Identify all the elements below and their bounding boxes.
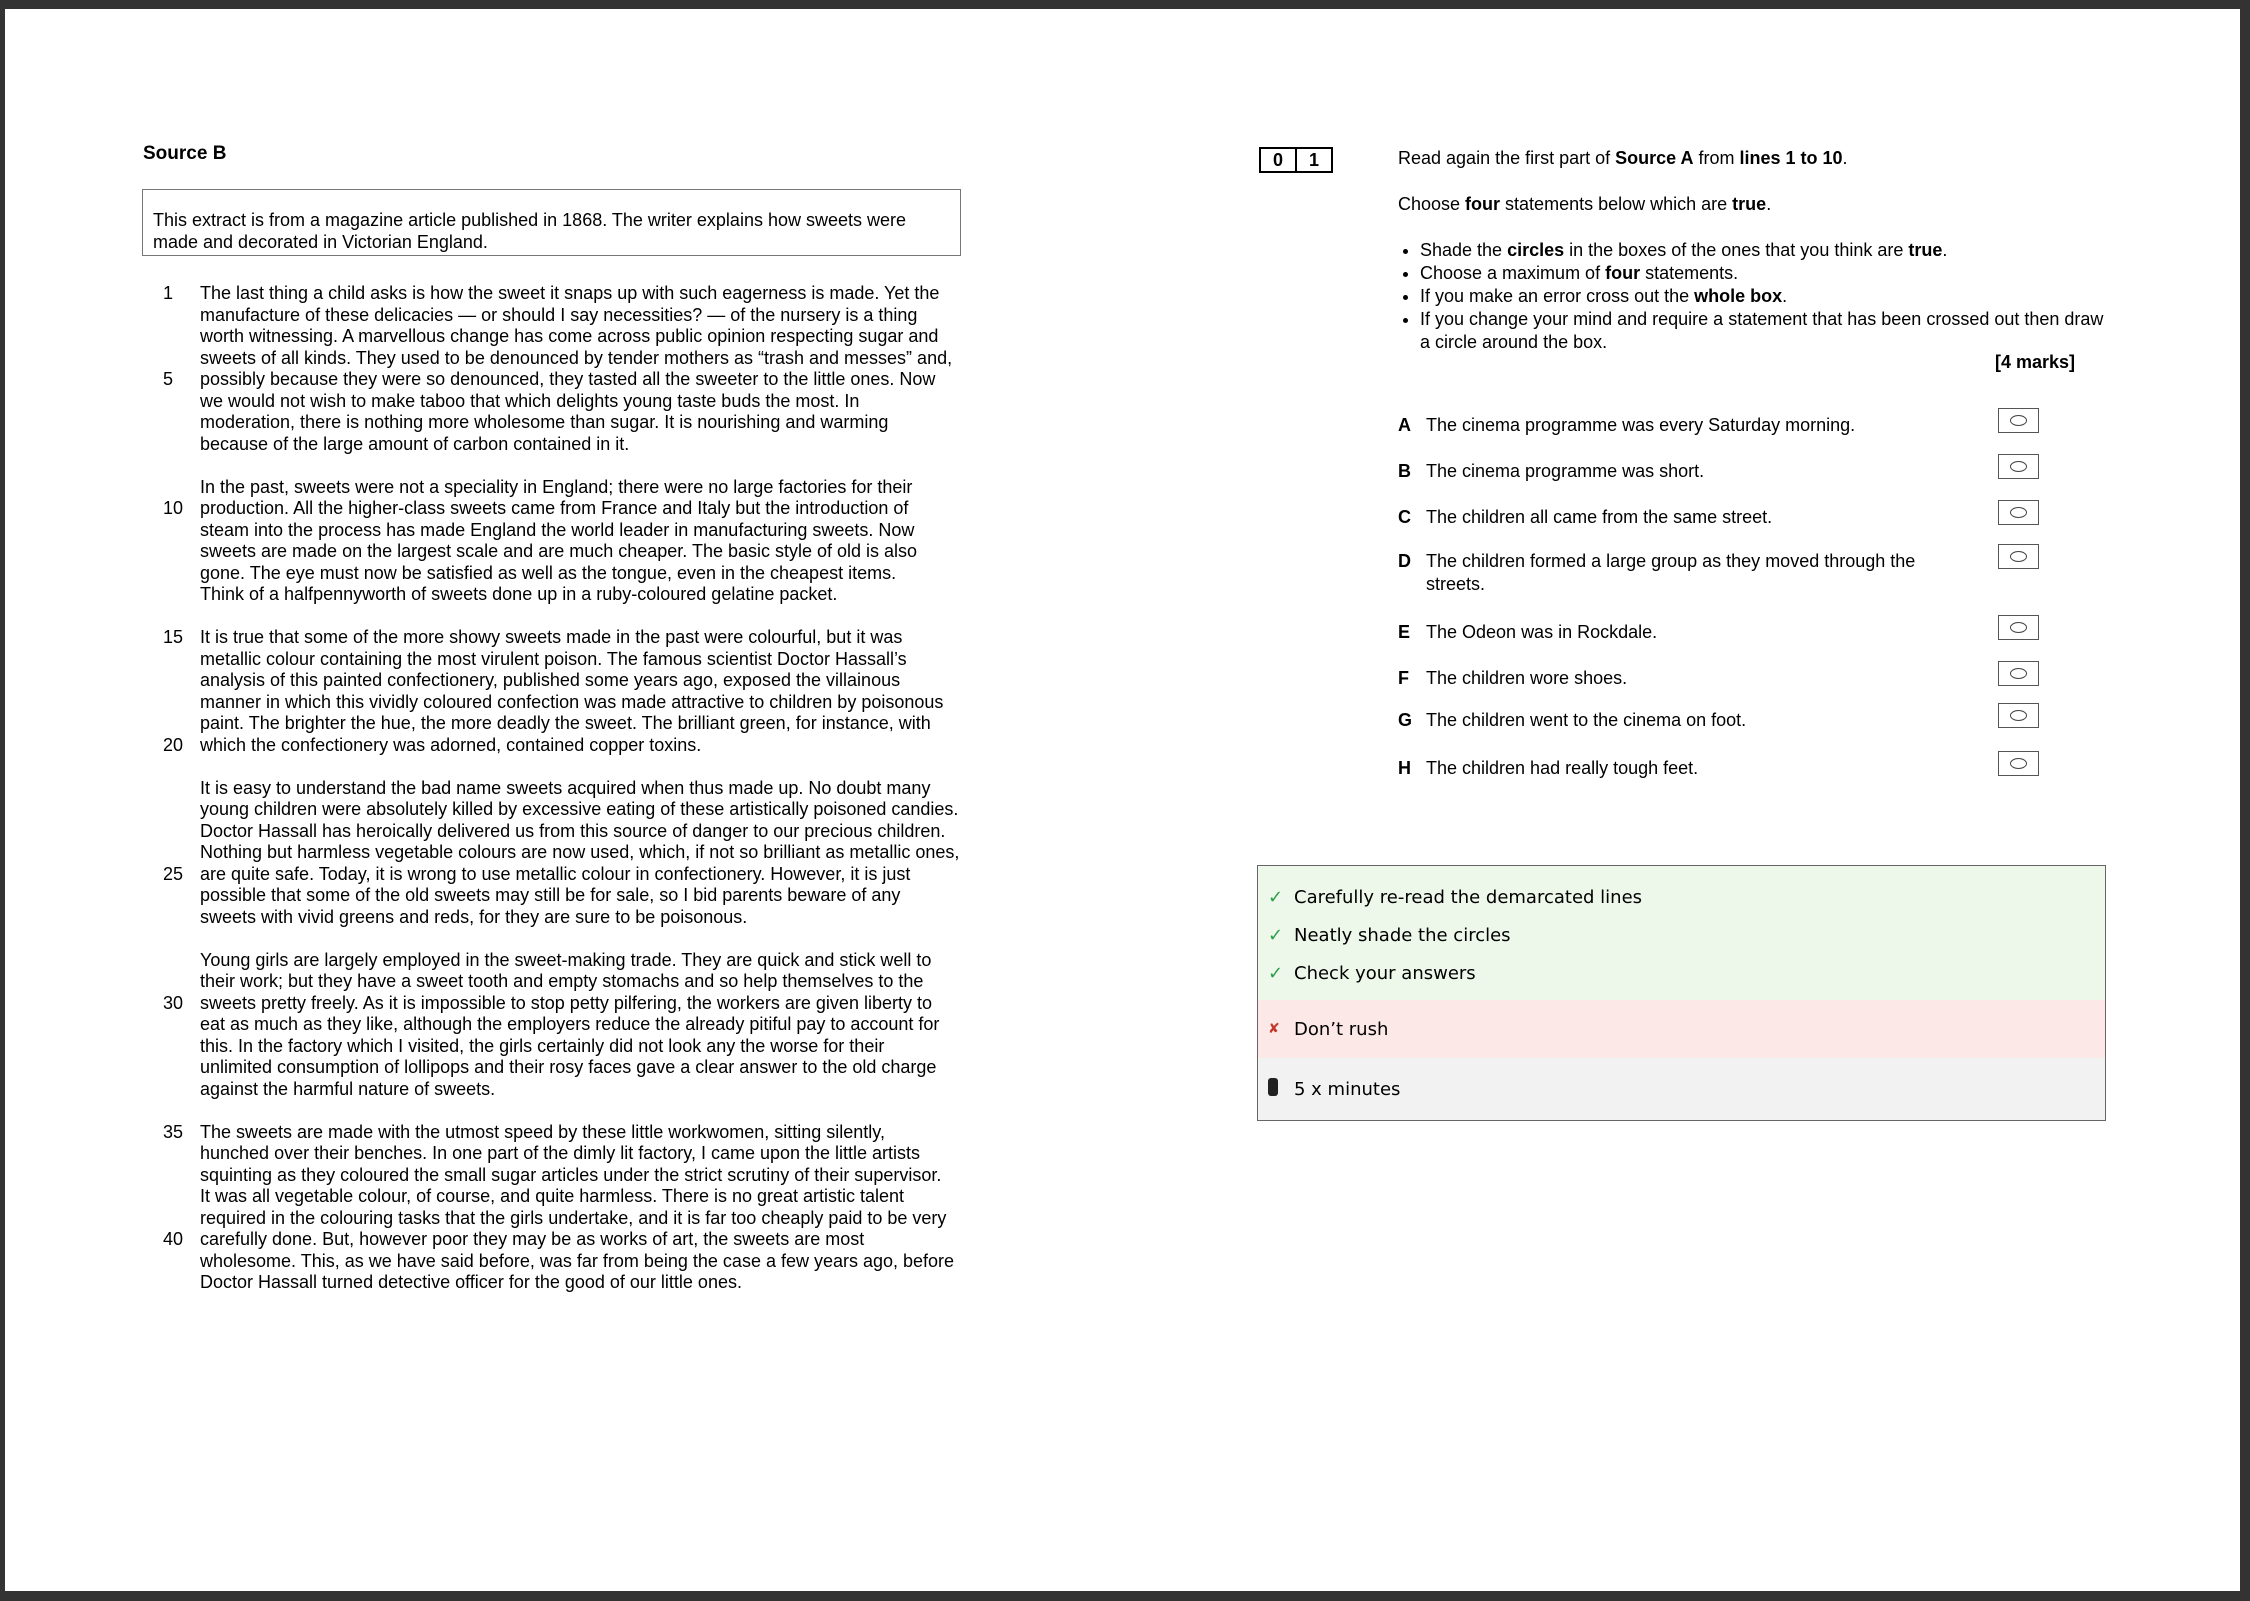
line-text: are quite safe. Today, it is wrong to use metallic colour in confectionery. However, it is just	[200, 863, 911, 884]
passage-line	[143, 369, 1023, 391]
line-number	[143, 1057, 200, 1079]
statement-g	[1398, 709, 2098, 732]
passage-line	[143, 1165, 1023, 1187]
source-intro-box: This extract is from a magazine article published in 1868. The writer explains how sweets were made and decorated in Victorian England.	[142, 189, 961, 256]
line-text: production. All the higher-class sweets came from France and Italy but the introduction of	[200, 498, 909, 518]
statement-text: The cinema programme was short.	[1426, 461, 1705, 481]
line-number	[143, 971, 200, 993]
line-text: Nothing but harmless vegetable colours are now used, which, if not so brilliant as metallic ones,	[200, 842, 960, 862]
line-text: we would not wish to make taboo that which delights young taste buds the most. In	[200, 390, 860, 411]
tip-item	[1258, 1058, 2105, 1120]
tips-do-section	[1258, 866, 2105, 1000]
line-text: The last thing a child asks is how the sweet it snaps up with such eagerness is made. Yet the	[200, 283, 940, 303]
line-number	[143, 584, 200, 606]
passage-line	[143, 821, 1023, 843]
line-text: It was all vegetable colour, of course, and quite harmless. There is no great artistic talent	[200, 1186, 905, 1206]
answer-circle-icon[interactable]	[2010, 668, 2027, 679]
statement-e	[1398, 621, 2098, 644]
passage-line	[143, 1014, 1023, 1036]
passage-line	[143, 1036, 1023, 1058]
passage-line	[143, 971, 1023, 993]
passage-line	[143, 799, 1023, 821]
passage-line	[143, 477, 1023, 499]
line-number: 1	[163, 283, 174, 303]
line-text: sweets with vivid greens and reds, for they are sure to be poisonous.	[200, 906, 748, 927]
line-number	[143, 670, 200, 692]
line-number: 30	[163, 992, 184, 1013]
passage-line	[143, 283, 1023, 305]
statement-text: The Odeon was in Rockdale.	[1426, 622, 1658, 642]
instruction-read-again: Read again the first part of Source A from lines 1 to 10.	[1398, 148, 1848, 168]
passage-line	[143, 670, 1023, 692]
passage-line	[143, 563, 1023, 585]
line-text: young children were absolutely killed by excessive eating of these artistically poisoned candies.	[200, 799, 959, 819]
line-number	[143, 1272, 200, 1294]
passage-line	[143, 778, 1023, 800]
passage-line	[143, 1143, 1023, 1165]
line-number	[143, 1208, 200, 1230]
line-number	[143, 799, 200, 821]
line-number	[143, 821, 200, 843]
tip-item	[1258, 878, 2105, 916]
checkmark-icon: ✓	[1268, 962, 1284, 984]
passage-line	[143, 541, 1023, 563]
statement-c	[1398, 506, 2098, 529]
line-number	[143, 778, 200, 800]
answer-box-g[interactable]	[1998, 703, 2039, 728]
passage-line	[143, 692, 1023, 714]
line-text: Think of a halfpennyworth of sweets done up in a ruby-coloured gelatine packet.	[200, 584, 838, 604]
statement-d	[1398, 550, 2098, 596]
line-number	[143, 477, 200, 499]
statement-letter: A	[1398, 415, 1411, 435]
passage-line	[143, 520, 1023, 542]
passage-line	[143, 842, 1023, 864]
line-number: 10	[163, 498, 184, 518]
answer-circle-icon[interactable]	[2010, 551, 2027, 562]
passage-line	[143, 907, 1023, 929]
answer-circle-icon[interactable]	[2010, 710, 2027, 721]
statement-h	[1398, 757, 2098, 780]
line-text: possibly because they were so denounced, they tasted all the sweeter to the little ones. Now	[200, 369, 936, 389]
watch-icon	[1258, 1078, 1294, 1101]
line-text: worth witnessing. A marvellous change has come across public opinion respecting sugar and	[200, 326, 939, 346]
line-number: 15	[163, 627, 184, 647]
line-number: 40	[163, 1229, 184, 1249]
passage-line	[143, 584, 1023, 606]
answer-circle-icon[interactable]	[2010, 507, 2027, 518]
instruction-bullets	[1398, 239, 2118, 354]
line-text: this. In the factory which I visited, the girls certainly did not look any the worse for their	[200, 1035, 885, 1056]
line-number	[143, 305, 200, 327]
line-number: 20	[163, 734, 184, 755]
line-text: metallic colour containing the most virulent poison. The famous scientist Doctor Hassall’s	[200, 648, 907, 669]
passage-line	[143, 735, 1023, 757]
answer-circle-icon[interactable]	[2010, 622, 2027, 633]
line-number	[143, 541, 200, 563]
exam-page	[5, 9, 2240, 1591]
passage-line	[143, 348, 1023, 370]
answer-box-a[interactable]	[1998, 408, 2039, 433]
line-text: squinting as they coloured the small sugar articles under the strict scrutiny of their supervisor.	[200, 1164, 942, 1185]
answer-box-h[interactable]	[1998, 751, 2039, 776]
line-text: their work; but they have a sweet tooth and empty stomachs and so help themselves to the	[200, 971, 924, 991]
line-text: wholesome. This, as we have said before, was far from being the case a few years ago, before	[200, 1250, 955, 1271]
tip-item	[1258, 954, 2105, 992]
passage-line	[143, 1208, 1023, 1230]
passage-line	[143, 1229, 1023, 1251]
passage-line	[143, 412, 1023, 434]
passage-line	[143, 1272, 1023, 1294]
line-number	[143, 842, 200, 864]
statement-text: The children went to the cinema on foot.	[1426, 710, 1747, 730]
line-number: 35	[163, 1121, 184, 1142]
tip-item	[1258, 1000, 2105, 1058]
passage-line	[143, 498, 1023, 520]
line-number	[143, 1014, 200, 1036]
source-b-passage	[143, 283, 1023, 1315]
statement-a	[1398, 414, 2098, 437]
passage-line	[143, 1251, 1023, 1273]
line-number	[143, 950, 200, 972]
line-text: against the harmful nature of sweets.	[200, 1078, 496, 1099]
cross-icon: ✘	[1268, 1021, 1280, 1037]
line-text: moderation, there is nothing more wholesome than sugar. It is nourishing and warming	[200, 412, 889, 432]
passage-line	[143, 649, 1023, 671]
answer-box-c[interactable]	[1998, 500, 2039, 525]
line-text: manufacture of these delicacies — or should I say necessities? — of the nursery is a thing	[200, 304, 918, 325]
tips-panel	[1257, 865, 2106, 1121]
statement-letter: G	[1398, 710, 1413, 730]
answer-circle-icon[interactable]	[2010, 415, 2027, 426]
line-number	[143, 1186, 200, 1208]
line-number: 25	[163, 863, 184, 884]
statement-letter: B	[1398, 461, 1411, 481]
line-text: In the past, sweets were not a speciality in England; there were no large factories for their	[200, 476, 913, 497]
statement-letter: D	[1398, 551, 1411, 571]
statement-letter: C	[1398, 507, 1411, 527]
line-text: sweets pretty freely. As it is impossible to stop petty pilfering, the workers are given liberty to	[200, 992, 932, 1013]
instruction-bullet: • If you make an error cross out the whole box.	[1420, 285, 2118, 308]
statement-letter: F	[1398, 668, 1409, 688]
line-text: eat as much as they like, although the employers reduce the already pitiful pay to account for	[200, 1014, 940, 1034]
line-text: analysis of this painted confectionery, published some years ago, exposed the villainous	[200, 670, 901, 690]
line-text: carefully done. But, however poor they may be as works of art, the sweets are most	[200, 1229, 865, 1249]
line-number	[143, 1165, 200, 1187]
passage-line	[143, 713, 1023, 735]
line-text: It is easy to understand the bad name sweets acquired when thus made up. No doubt many	[200, 777, 931, 798]
passage-line	[143, 434, 1023, 456]
line-number	[143, 1079, 200, 1101]
line-number	[143, 412, 200, 434]
tip-item	[1258, 916, 2105, 954]
line-text: gone. The eye must now be satisfied as well as the tongue, even in the cheapest items.	[200, 562, 897, 583]
line-number	[143, 391, 200, 413]
line-text: sweets of all kinds. They used to be denounced by tender mothers as “trash and messes” and,	[200, 347, 953, 368]
tip-text: Check your answers	[1294, 962, 1476, 984]
tip-text: Neatly shade the circles	[1294, 924, 1511, 946]
tips-time-section	[1258, 1058, 2105, 1120]
line-text: unlimited consumption of lollipops and their rosy faces gave a clear answer to the old charge	[200, 1057, 937, 1077]
line-text: required in the colouring tasks that the girls undertake, and it is far too cheaply paid to be very	[200, 1207, 947, 1228]
passage-line	[143, 1079, 1023, 1101]
statement-text: The children had really tough feet.	[1426, 758, 1699, 778]
line-number: 5	[163, 369, 174, 389]
line-number	[143, 348, 200, 370]
passage-line	[143, 1122, 1023, 1144]
answer-circle-icon[interactable]	[2010, 461, 2027, 472]
line-text: The sweets are made with the utmost speed by these little workwomen, sitting silently,	[200, 1121, 885, 1142]
line-number	[143, 649, 200, 671]
source-b-title: Source B	[143, 143, 227, 164]
checkmark-icon: ✓	[1268, 924, 1284, 946]
statement-text: The children all came from the same street.	[1426, 507, 1773, 527]
line-number	[143, 1143, 200, 1165]
statement-text: The children formed a large group as they moved through the streets.	[1426, 551, 1916, 594]
instruction-bullet: • If you change your mind and require a statement that has been crossed out then draw a circle around the box.	[1420, 308, 2118, 354]
line-number	[143, 885, 200, 907]
statement-letter: H	[1398, 758, 1411, 778]
line-text: paint. The brighter the hue, the more deadly the sweet. The brilliant green, for instance, with	[200, 713, 931, 733]
passage-line	[143, 950, 1023, 972]
line-text: steam into the process has made England the world leader in manufacturing sweets. Now	[200, 519, 915, 540]
passage-line	[143, 627, 1023, 649]
passage-paragraph	[143, 477, 1023, 606]
line-text: Doctor Hassall has heroically delivered us from this source of danger to our precious children.	[200, 820, 946, 841]
passage-paragraph	[143, 627, 1023, 756]
line-number	[143, 563, 200, 585]
instruction-bullet: • Choose a maximum of four statements.	[1420, 262, 2118, 285]
question-instructions	[1398, 147, 2118, 354]
passage-line	[143, 305, 1023, 327]
line-number	[143, 1036, 200, 1058]
answer-circle-icon[interactable]	[2010, 758, 2027, 769]
passage-paragraph	[143, 283, 1023, 455]
line-number	[143, 434, 200, 456]
line-text: possible that some of the old sweets may still be for sale, so I bid parents beware of any	[200, 885, 901, 905]
line-number	[143, 520, 200, 542]
line-number	[143, 326, 200, 348]
question-number-box	[1259, 147, 1333, 173]
line-text: manner in which this vividly coloured confection was made attractive to children by poisonous	[200, 691, 944, 712]
instruction-choose-four: Choose four statements below which are true.	[1398, 194, 1772, 214]
statement-letter: E	[1398, 622, 1411, 642]
marks-label: [4 marks]	[1995, 352, 2076, 372]
statement-text: The cinema programme was every Saturday morning.	[1426, 415, 1856, 435]
passage-line	[143, 391, 1023, 413]
passage-line	[143, 885, 1023, 907]
passage-paragraph	[143, 1122, 1023, 1294]
line-text: sweets are made on the largest scale and are much cheaper. The basic style of old is also	[200, 541, 918, 561]
tips-dont-section	[1258, 1000, 2105, 1058]
line-number	[143, 1251, 200, 1273]
passage-line	[143, 1186, 1023, 1208]
line-number	[143, 713, 200, 735]
answer-box-b[interactable]	[1998, 454, 2039, 479]
instruction-bullet: • Shade the circles in the boxes of the ones that you think are true.	[1420, 239, 2118, 262]
line-text: because of the large amount of carbon contained in it.	[200, 433, 630, 454]
line-text: It is true that some of the more showy sweets made in the past were colourful, but it was	[200, 627, 903, 647]
statement-f	[1398, 667, 2098, 690]
line-text: Young girls are largely employed in the sweet-making trade. They are quick and stick well to	[200, 949, 932, 970]
statement-b	[1398, 460, 2098, 483]
passage-line	[143, 1057, 1023, 1079]
passage-paragraph	[143, 778, 1023, 929]
tip-text: Carefully re-read the demarcated lines	[1294, 886, 1643, 908]
statement-text: The children wore shoes.	[1426, 668, 1628, 688]
checkmark-icon: ✓	[1268, 886, 1284, 908]
passage-paragraph	[143, 950, 1023, 1101]
answer-box-f[interactable]	[1998, 661, 2039, 686]
line-text: which the confectionery was adorned, contained copper toxins.	[200, 734, 702, 755]
line-text: Doctor Hassall turned detective officer for the good of our little ones.	[200, 1272, 742, 1292]
passage-line	[143, 326, 1023, 348]
line-number	[143, 907, 200, 929]
passage-line	[143, 993, 1023, 1015]
question-number-digit: 1	[1295, 149, 1331, 171]
passage-line	[143, 864, 1023, 886]
tip-text: Don’t rush	[1294, 1018, 1389, 1040]
answer-box-e[interactable]	[1998, 615, 2039, 640]
line-text: hunched over their benches. In one part of the dimly lit factory, I came upon the little artists	[200, 1143, 921, 1163]
time-text: 5 x minutes	[1294, 1078, 1401, 1100]
answer-box-d[interactable]	[1998, 544, 2039, 569]
question-number-digit: 0	[1272, 150, 1283, 170]
line-number	[143, 692, 200, 714]
